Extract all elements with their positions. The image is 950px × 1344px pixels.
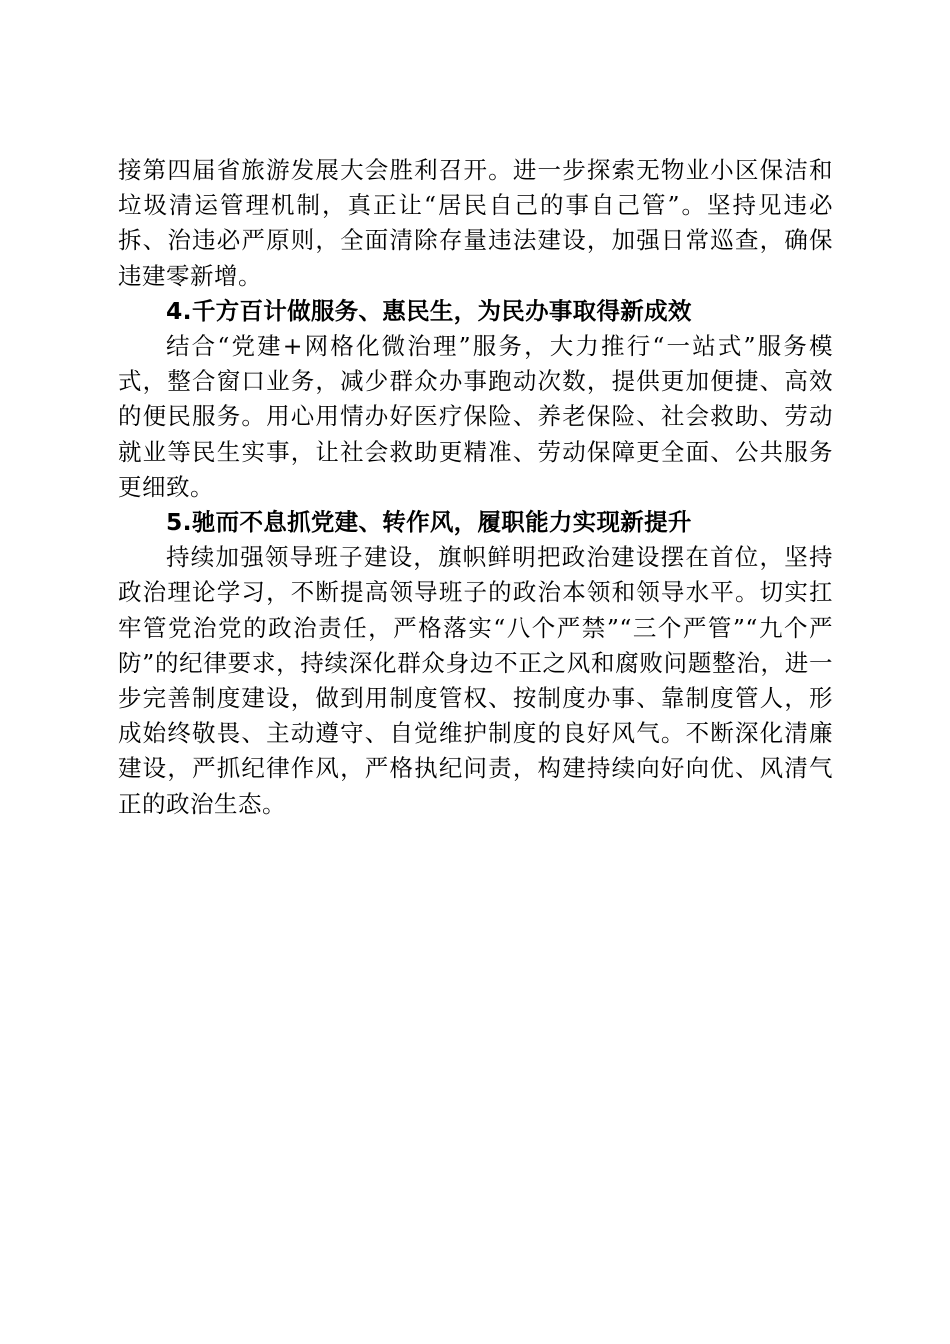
section-heading-4: 4.千方百计做服务、惠民生，为民办事取得新成效 [166, 296, 692, 325]
document-page [118, 153, 833, 822]
section-heading-5: 5.驰而不息抓党建、转作风，履职能力实现新提升 [166, 508, 692, 537]
paragraph-continued: 接第四届省旅游发展大会胜利召开。进一步探索无物业小区保洁和垃圾清运管理机制，真正让“居民自己的事自己管”。坚持见违必拆、治违必严原则，全面清除存量违法建设，加强日常巡查，确保违建零新增。 [118, 156, 833, 290]
paragraph-section-5: 持续加强领导班子建设，旗帜鲜明把政治建设摆在首位，坚持政治理论学习，不断提高领导班子的政治本领和领导水平。切实扛牢管党治党的政治责任，严格落实“八个严禁”“三个严管”“九个严防”的纪律要求，持续深化群众身边不正之风和腐败问题整治，进一步完善制度建设，做到用制度管权、按制度办事、靠制度管人，形成始终敬畏、主动遵守、自觉维护制度的良好风气。不断深化清廉建设，严抓纪律作风，严格执纪问责，构建持续向好向优、风清气正的政治生态。 [118, 543, 833, 818]
paragraph-section-4: 结合“党建+网格化微治理”服务，大力推行“一站式”服务模式，整合窗口业务，减少群众办事跑动次数，提供更加便捷、高效的便民服务。用心用情办好医疗保险、养老保险、社会救助、劳动就业等民生实事，让社会救助更精准、劳动保障更全面、公共服务更细致。 [118, 332, 833, 501]
